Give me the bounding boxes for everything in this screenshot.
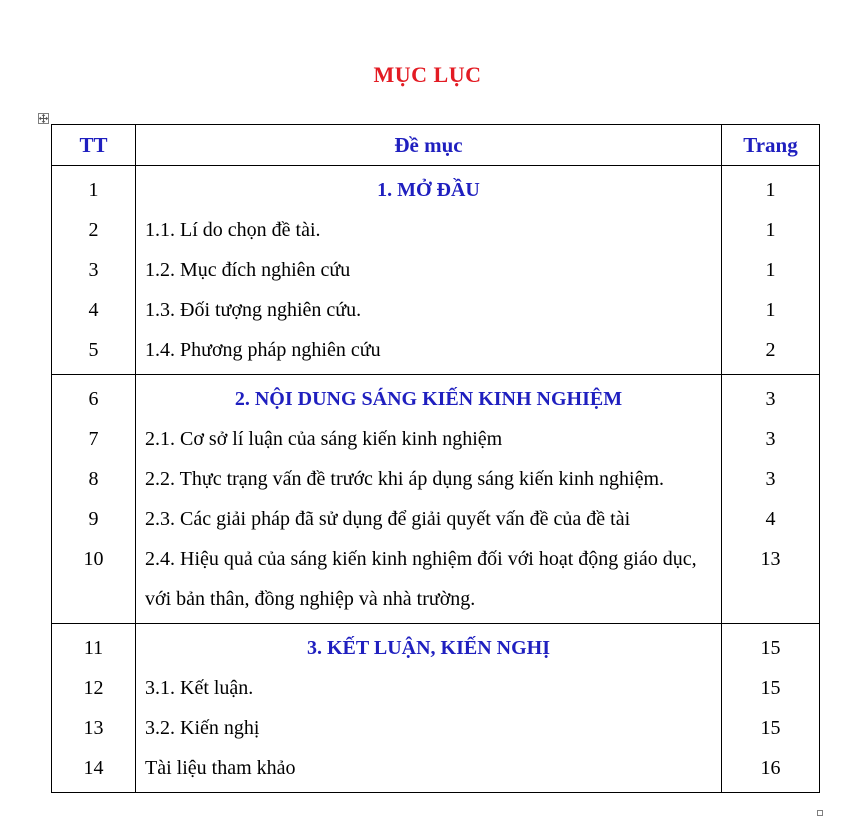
entry-title: 1.1. Lí do chọn đề tài. xyxy=(136,210,722,250)
row-number: 8 xyxy=(52,459,136,499)
page-number: 1 xyxy=(722,290,820,330)
page-number: 16 xyxy=(722,748,820,793)
table-header-row xyxy=(52,125,820,166)
header-tt: TT xyxy=(52,125,136,166)
page-title: MỤC LỤC xyxy=(373,62,482,87)
toc-row xyxy=(52,708,820,748)
header-page: Trang xyxy=(722,125,820,166)
toc-row xyxy=(52,250,820,290)
row-number: 2 xyxy=(52,210,136,250)
page-number: 15 xyxy=(722,668,820,708)
entry-title: Tài liệu tham khảo xyxy=(136,748,722,793)
row-number: 13 xyxy=(52,708,136,748)
table-move-handle-icon[interactable] xyxy=(38,113,49,124)
row-number: 5 xyxy=(52,330,136,375)
row-number: 1 xyxy=(52,166,136,211)
entry-title: 2.2. Thực trạng vấn đề trước khi áp dụng sáng kiến kinh nghiệm. xyxy=(136,459,722,499)
page-number: 3 xyxy=(722,375,820,420)
toc-section-group xyxy=(52,624,820,793)
toc-row xyxy=(52,419,820,459)
toc-row xyxy=(52,539,820,624)
entry-title: 2.1. Cơ sở lí luận của sáng kiến kinh nghiệm xyxy=(136,419,722,459)
toc-row xyxy=(52,748,820,793)
toc-row xyxy=(52,210,820,250)
section-heading: 1. MỞ ĐẦU xyxy=(136,166,722,211)
toc-section-row xyxy=(52,375,820,420)
page-number: 15 xyxy=(722,624,820,669)
entry-title: 1.4. Phương pháp nghiên cứu xyxy=(136,330,722,375)
row-number: 7 xyxy=(52,419,136,459)
entry-title: 3.1. Kết luận. xyxy=(136,668,722,708)
page-number: 4 xyxy=(722,499,820,539)
entry-title: 1.2. Mục đích nghiên cứu xyxy=(136,250,722,290)
toc-row xyxy=(52,330,820,375)
table-resize-handle[interactable] xyxy=(817,810,823,816)
toc-row xyxy=(52,499,820,539)
page-number: 1 xyxy=(722,250,820,290)
header-heading: Đề mục xyxy=(136,125,722,166)
toc-row xyxy=(52,290,820,330)
toc-section-group xyxy=(52,375,820,624)
page-number: 3 xyxy=(722,419,820,459)
toc-section-group xyxy=(52,166,820,375)
row-number: 6 xyxy=(52,375,136,420)
entry-title: 1.3. Đối tượng nghiên cứu. xyxy=(136,290,722,330)
entry-title: 2.3. Các giải pháp đã sử dụng để giải quyết vấn đề của đề tài xyxy=(136,499,722,539)
section-heading: 2. NỘI DUNG SÁNG KIẾN KINH NGHIỆM xyxy=(136,375,722,420)
table-of-contents xyxy=(51,124,820,793)
section-heading: 3. KẾT LUẬN, KIẾN NGHỊ xyxy=(136,624,722,669)
row-number: 10 xyxy=(52,539,136,624)
page-number: 2 xyxy=(722,330,820,375)
row-number: 4 xyxy=(52,290,136,330)
entry-title: 2.4. Hiệu quả của sáng kiến kinh nghiệm đối với hoạt động giáo dục, với bản thân, đồng nghiệp và nhà trường. xyxy=(136,539,722,624)
row-number: 14 xyxy=(52,748,136,793)
page-number: 1 xyxy=(722,210,820,250)
toc-row xyxy=(52,459,820,499)
page-number: 15 xyxy=(722,708,820,748)
toc-section-row xyxy=(52,624,820,669)
row-number: 12 xyxy=(52,668,136,708)
page-number: 3 xyxy=(722,459,820,499)
page-number: 1 xyxy=(722,166,820,211)
entry-title: 3.2. Kiến nghị xyxy=(136,708,722,748)
toc-row xyxy=(52,668,820,708)
row-number: 9 xyxy=(52,499,136,539)
toc-section-row xyxy=(52,166,820,211)
row-number: 3 xyxy=(52,250,136,290)
row-number: 11 xyxy=(52,624,136,669)
page-number: 13 xyxy=(722,539,820,624)
